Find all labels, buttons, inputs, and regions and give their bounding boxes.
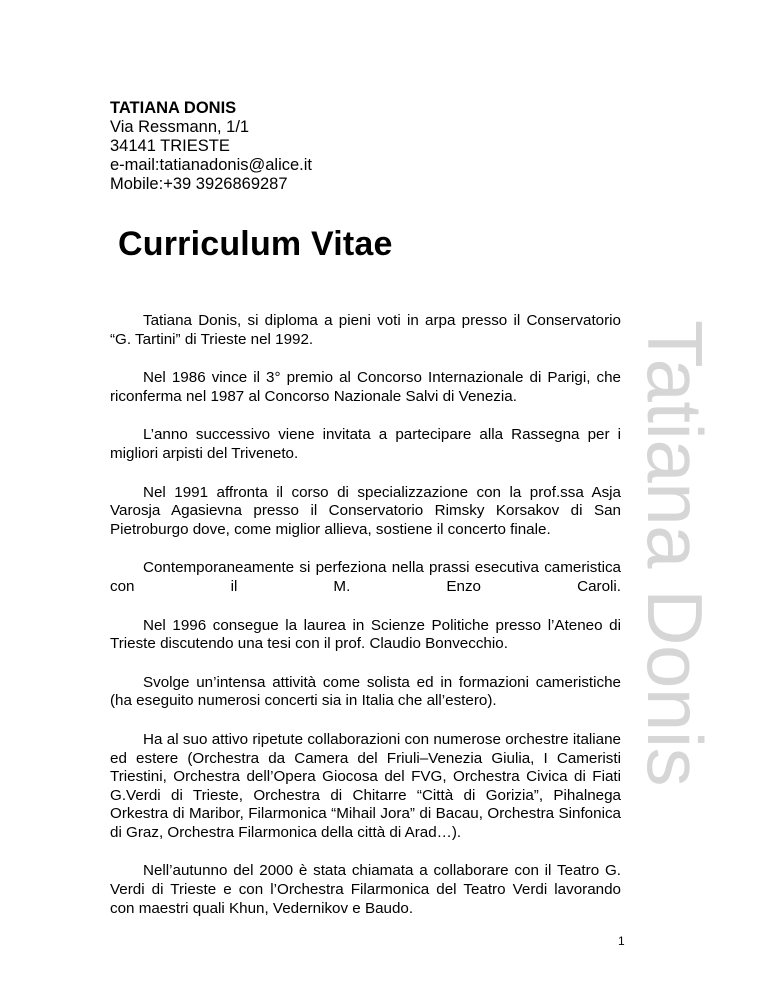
paragraph-rassegna: L’anno successivo viene invitata a partecipare alla Rassegna per i migliori arpisti del Triveneto. bbox=[110, 426, 621, 462]
email-line: e-mail:tatianadonis@alice.it bbox=[110, 156, 313, 174]
address-city: 34141 TRIESTE bbox=[110, 137, 230, 155]
document-title: Curriculum Vitae bbox=[118, 225, 393, 263]
paragraph-chamber-training: Contemporaneamente si perfeziona nella prassi esecutiva cameristica con il M. Enzo Caroli. bbox=[110, 559, 621, 595]
paragraph-degree: Nel 1996 consegue la laurea in Scienze Politiche presso l’Ateneo di Trieste discutendo una tesi con il prof. Claudio Bonvecchio. bbox=[110, 616, 621, 653]
paragraph-awards: Nel 1986 vince il 3° premio al Concorso Internazionale di Parigi, che riconferma nel 1987 al Concorso Nazionale Salvi di Venezia. bbox=[110, 369, 621, 405]
author-name: TATIANA DONIS bbox=[110, 99, 237, 117]
address-street: Via Ressmann, 1/1 bbox=[110, 118, 250, 136]
page-number: 1 bbox=[618, 934, 625, 948]
paragraph-diploma: Tatiana Donis, si diploma a pieni voti in arpa presso il Conservatorio “G. Tartini” di Trieste nel 1992. bbox=[110, 312, 621, 348]
paragraph-teatro-verdi: Nell’autunno del 2000 è stata chiamata a collaborare con il Teatro G. Verdi di Trieste e con l’Orchestra Filarmonica del Teatro Verdi lavorando con maestri quali Khun, Vedernikov e Baudo. bbox=[110, 862, 621, 917]
watermark-text: Tatiana Donis bbox=[631, 320, 719, 787]
paragraph-activity: Svolge un’intensa attività come solista ed in formazioni cameristiche (ha eseguito numerosi concerti sia in Italia che all’estero). bbox=[110, 673, 621, 710]
contact-header bbox=[110, 99, 312, 194]
paragraph-specialization: Nel 1991 affronta il corso di specializzazione con la prof.ssa Asja Varosja Agasievna presso il Conservatorio Rimsky Korsakov di San Pietroburgo dove, come miglior allieva, sostiene il concerto finale. bbox=[110, 483, 621, 538]
cv-body bbox=[110, 312, 621, 938]
paragraph-orchestras: Ha al suo attivo ripetute collaborazioni con numerose orchestre italiane ed estere (Orchestra da Camera del Friuli–Venezia Giulia, I Cameristi Triestini, Orchestra dell’Opera Giocosa del FVG, Orchestra Civica di Fiati G.Verdi di Trieste, Orchestra di Chitarre “Città di Gorizia”, Pihalnega Orkestra di Maribor, Filarmonica “Mihail Jora” di Bacau, Orchestra Sinfonica di Graz, Orchestra Filarmonica della città di Arad…). bbox=[110, 730, 621, 841]
mobile-line: Mobile:+39 3926869287 bbox=[110, 175, 288, 193]
vertical-name-watermark bbox=[628, 320, 738, 860]
